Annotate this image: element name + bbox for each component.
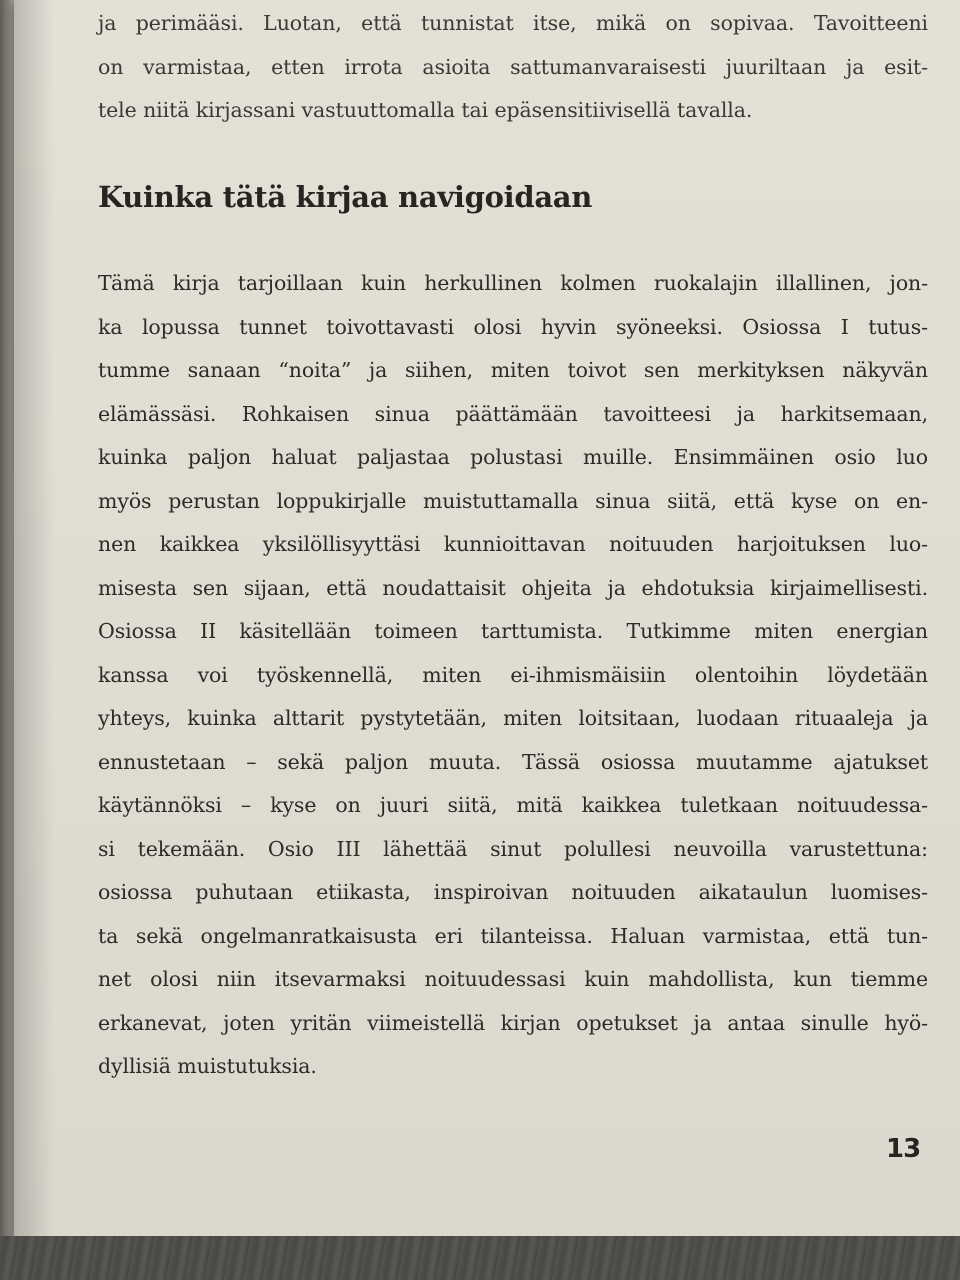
body-line: ka lopussa tunnet toivottavasti olosi hyvin syöneeksi. Osiossa I tutus- (98, 314, 928, 339)
page-gutter-shadow (14, 0, 54, 1238)
body-line: elämässäsi. Rohkaisen sinua päättämään tavoitteesi ja harkitsemaan, (98, 401, 928, 426)
body-line: käytännöksi – kyse on juuri siitä, mitä kaikkea tuletkaan noituudessa- (98, 793, 928, 817)
body-line: myös perustan loppukirjalle muistuttamalla sinua siitä, että kyse on en- (98, 488, 928, 513)
book-page (14, 0, 960, 1238)
intro-line: tele niitä kirjassani vastuuttomalla tai epäsensitiivisellä tavalla. (98, 98, 753, 122)
body-line: nen kaikkea yksilöllisyyttäsi kunnioittavan noituuden harjoituksen luo- (98, 532, 928, 556)
body-line: tumme sanaan “noita” ja siihen, miten toivot sen merkityksen näkyvän (98, 358, 928, 382)
body-line: kanssa voi työskennellä, miten ei-ihmismäisiin olentoihin löydetään (98, 662, 928, 687)
intro-line: ja perimääsi. Luotan, että tunnistat itse, mikä on sopivaa. Tavoitteeni (98, 11, 928, 35)
intro-line: on varmistaa, etten irrota asioita sattumanvaraisesti juuriltaan ja esit- (98, 54, 928, 79)
body-line: Tämä kirja tarjoillaan kuin herkullinen kolmen ruokalajin illallinen, jon- (98, 271, 928, 295)
body-line: ennustetaan – sekä paljon muuta. Tässä osiossa muutamme ajatukset (98, 749, 928, 774)
fabric-background (0, 1236, 960, 1280)
body-line: ta sekä ongelmanratkaisusta eri tilanteissa. Haluan varmistaa, että tun- (98, 923, 928, 948)
body-line: si tekemään. Osio III lähettää sinut polullesi neuvoilla varustettuna: (98, 836, 928, 861)
body-line: yhteys, kuinka alttarit pystytetään, miten loitsitaan, luodaan rituaaleja ja (98, 706, 928, 730)
intro-paragraph (98, 2, 928, 133)
body-line: kuinka paljon haluat paljastaa polustasi muille. Ensimmäinen osio luo (98, 445, 928, 469)
body-line: erkanevat, joten yritän viimeistellä kirjan opetukset ja antaa sinulle hyö- (98, 1010, 928, 1035)
body-line: dyllisiä muistutuksia. (98, 1054, 317, 1078)
body-line: misesta sen sijaan, että noudattaisit ohjeita ja ehdotuksia kirjaimellisesti. (98, 575, 928, 600)
body-line: osiossa puhutaan etiikasta, inspiroivan noituuden aikataulun luomises- (98, 880, 928, 904)
body-line: Osiossa II käsitellään toimeen tarttumista. Tutkimme miten energian (98, 619, 928, 643)
body-paragraph (98, 262, 928, 1089)
body-line: net olosi niin itsevarmaksi noituudessasi kuin mahdollista, kun tiemme (98, 967, 928, 991)
page-number: 13 (886, 1134, 921, 1164)
section-heading: Kuinka tätä kirjaa navigoidaan (98, 180, 593, 214)
